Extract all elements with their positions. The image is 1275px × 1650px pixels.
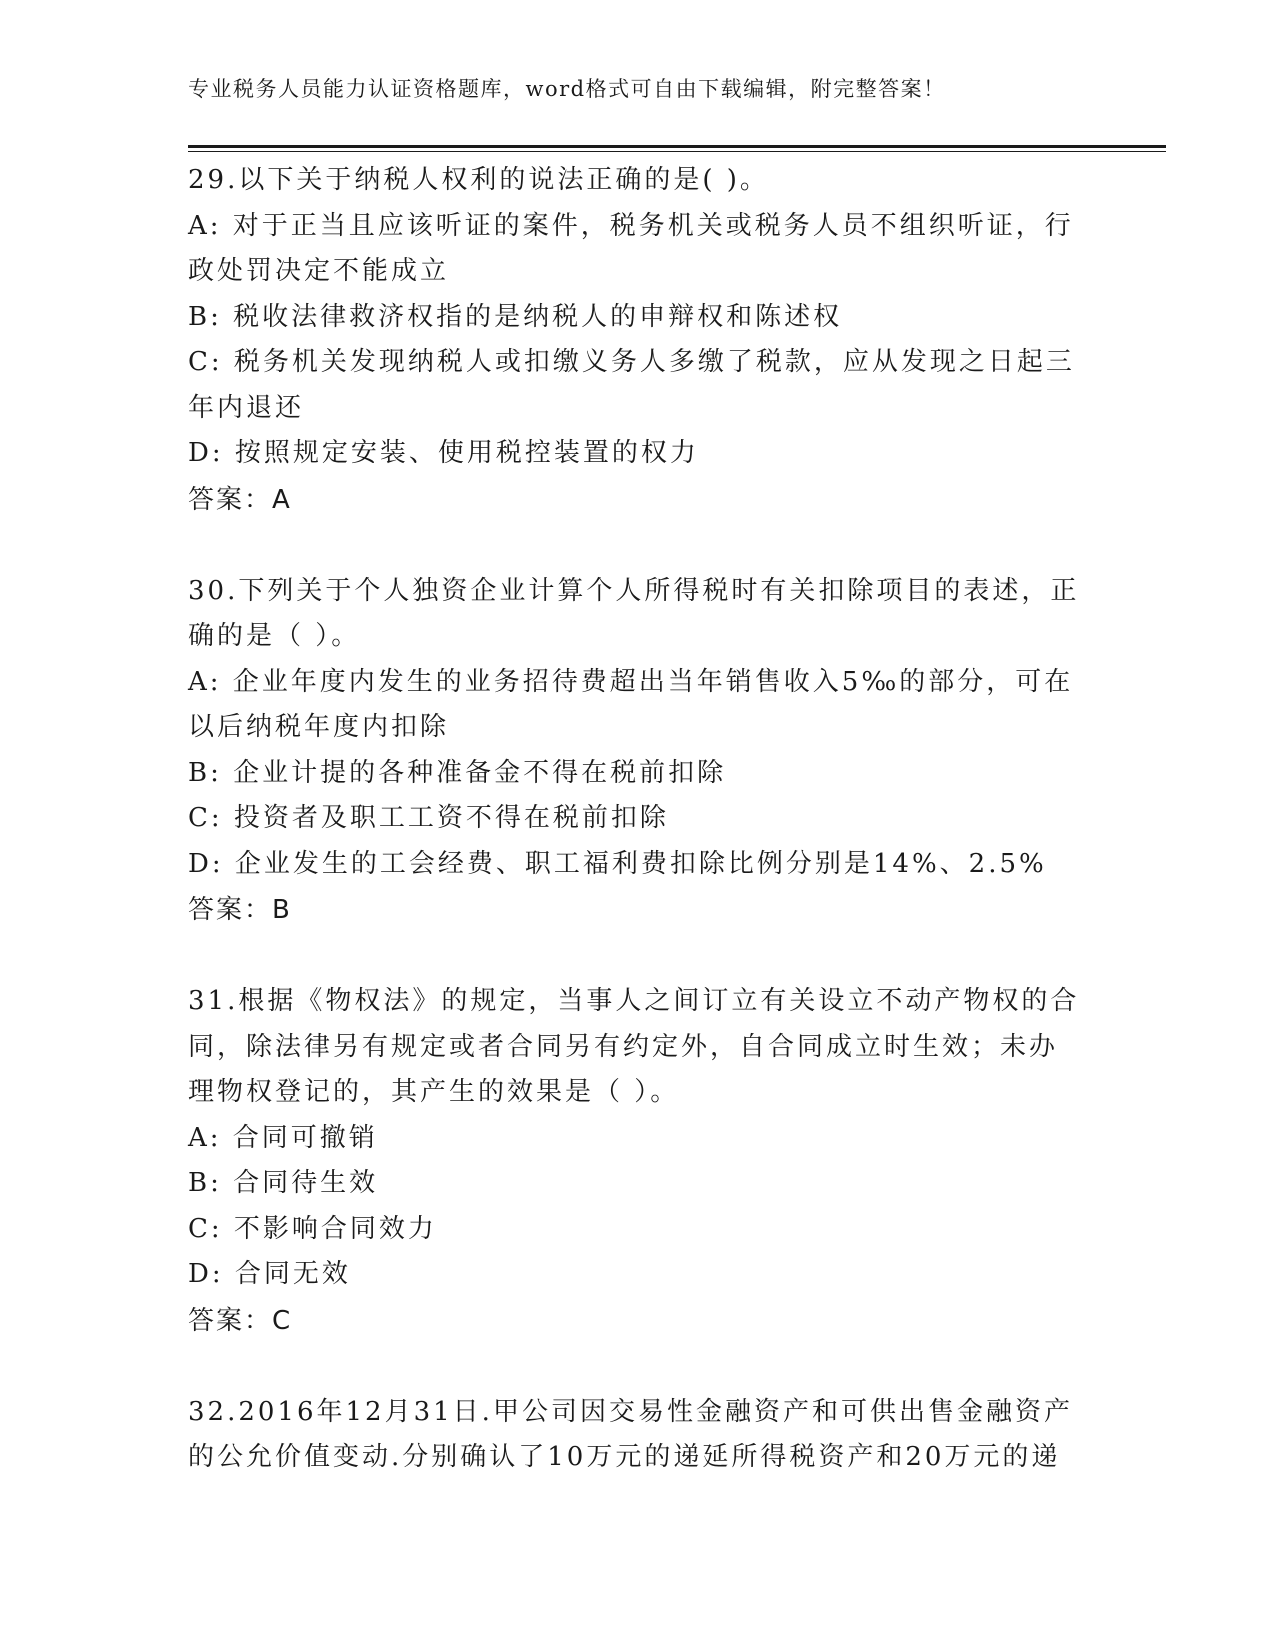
answer-label: 答案：A: [188, 484, 292, 515]
option-line: 以后纳税年度内扣除: [188, 712, 450, 742]
option-line: B: 税收法律救济权指的是纳税人的申辩权和陈述权: [188, 301, 843, 332]
option-line: B: 企业计提的各种准备金不得在税前扣除: [188, 757, 727, 788]
question-block: [188, 979, 1088, 1344]
question-stem-line: 31.根据《物权法》的规定，当事人之间订立有关设立不动产物权的合: [188, 986, 1080, 1016]
header-rule-thin: [188, 151, 1166, 152]
question-block: [188, 1390, 1088, 1481]
option-line: D: 企业发生的工会经费、职工福利费扣除比例分别是14%、2.5%: [188, 848, 1047, 879]
option-line: A: 合同可撤销: [188, 1122, 378, 1153]
option-line: A: 企业年度内发生的业务招待费超出当年销售收入5‰的部分，可在: [188, 666, 1074, 697]
question-stem-line: 32.2016年12月31日.甲公司因交易性金融资产和可供出售金融资产: [188, 1396, 1073, 1427]
question-list: [188, 158, 1088, 1527]
question-block: [188, 158, 1088, 523]
question-stem-line: 30.下列关于个人独资企业计算个人所得税时有关扣除项目的表述，正: [188, 575, 1080, 606]
question-stem-line: 29.以下关于纳税人权利的说法正确的是( )。: [188, 165, 769, 195]
question-stem-line: 理物权登记的，其产生的效果是（ ）。: [188, 1077, 680, 1107]
option-line: B: 合同待生效: [188, 1168, 379, 1198]
option-line: 年内退还: [188, 392, 305, 423]
option-line: C: 税务机关发现纳税人或扣缴义务人多缴了税款，应从发现之日起三: [188, 347, 1075, 377]
answer-label: 答案：C: [188, 1305, 293, 1336]
option-line: 政处罚决定不能成立: [188, 256, 450, 286]
question-stem-line: 的公允价值变动.分别确认了10万元的递延所得税资产和20万元的递: [188, 1442, 1061, 1472]
header-rule-thick: [188, 145, 1166, 148]
answer-label: 答案：B: [188, 895, 292, 925]
option-line: D: 合同无效: [188, 1259, 351, 1289]
option-line: D: 按照规定安装、使用税控装置的权力: [188, 438, 699, 468]
option-line: C: 投资者及职工工资不得在税前扣除: [188, 803, 669, 833]
question-stem-line: 同，除法律另有规定或者合同另有约定外，自合同成立时生效；未办: [188, 1031, 1059, 1062]
question-stem-line: 确的是（ ）。: [188, 621, 361, 651]
page-header: 专业税务人员能力认证资格题库，word格式可自由下载编辑，附完整答案！: [188, 77, 946, 101]
option-line: C: 不影响合同效力: [188, 1213, 437, 1244]
question-block: [188, 569, 1088, 934]
option-line: A: 对于正当且应该听证的案件，税务机关或税务人员不组织听证，行: [188, 210, 1074, 241]
